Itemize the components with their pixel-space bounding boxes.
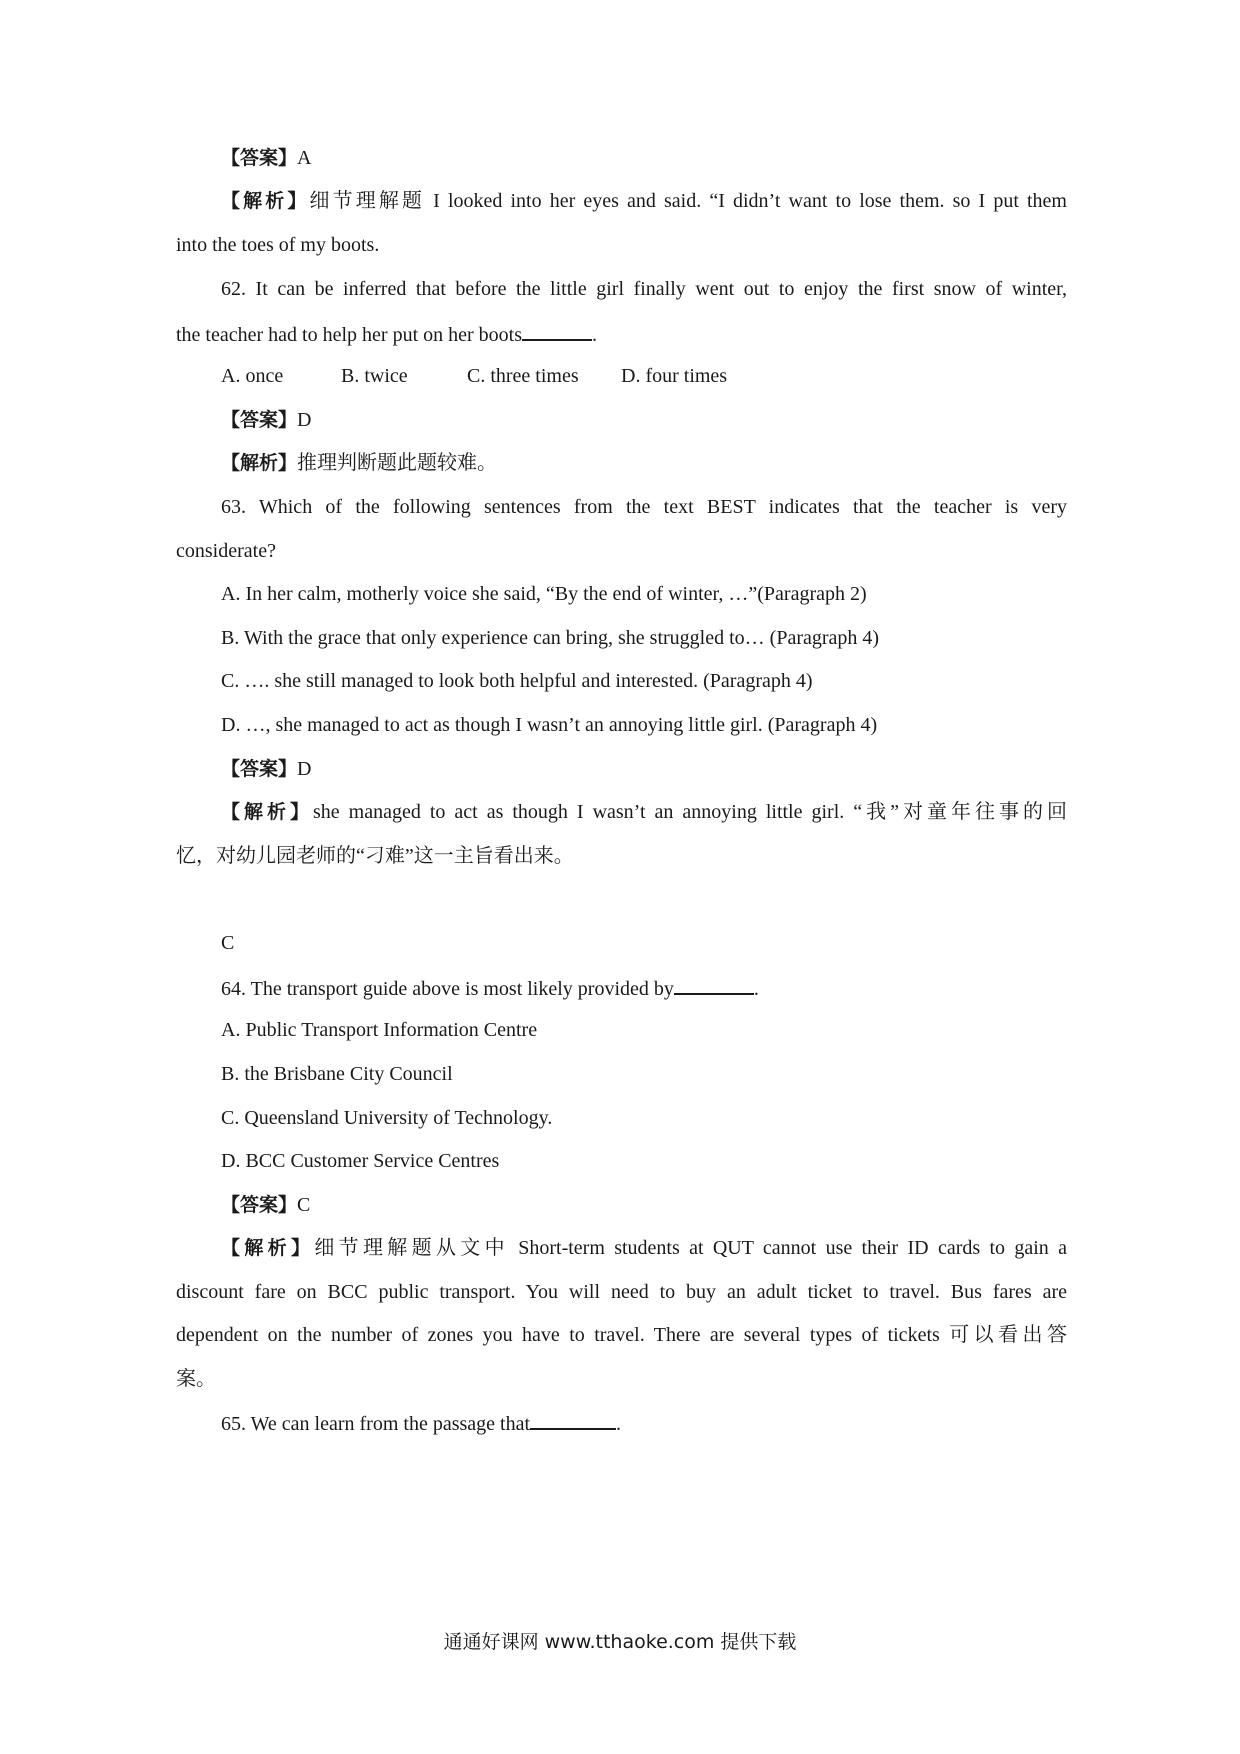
q65-stem — [221, 1410, 621, 1436]
q64-answer — [221, 1193, 310, 1217]
answer-blank — [530, 1410, 616, 1430]
answer-value: D — [297, 758, 312, 780]
q63-analysis-line2: 忆，对幼儿园老师的“刁难”这一主旨看出来。 — [176, 845, 574, 867]
stem-end: . — [616, 1413, 622, 1435]
answer-label: 【答案】 — [221, 409, 298, 431]
stem-end: . — [592, 324, 597, 346]
q64-analysis-line1 — [221, 1236, 1067, 1260]
q64-option-c: C. Queensland University of Technology. — [221, 1107, 553, 1129]
q62-stem-line2 — [176, 321, 597, 347]
stem-text: 64. The transport guide above is most likely provided by — [221, 978, 674, 1000]
stem-text: the teacher had to help her put on her boots — [176, 324, 522, 346]
analysis-text: 细节理解题从文中 Short-term students at QUT cannot use their ID cards to gain a — [314, 1237, 1067, 1259]
q64-stem — [221, 975, 759, 1001]
q64-analysis-line3: dependent on the number of zones you have to travel. There are several types of tickets 可以看出答 — [176, 1324, 1067, 1346]
answer-label: 【答案】 — [221, 758, 298, 780]
q61-analysis-line1 — [221, 189, 1067, 213]
option-c: C. three times — [467, 365, 579, 387]
q64-option-d: D. BCC Customer Service Centres — [221, 1150, 500, 1172]
q63-stem-line2: considerate? — [176, 540, 276, 562]
q63-option-a: A. In her calm, motherly voice she said, “By the end of winter, …”(Paragraph 2) — [221, 583, 867, 605]
q64-analysis-line4: 案。 — [176, 1368, 216, 1390]
answer-blank — [522, 321, 592, 341]
analysis-text: 细节理解题 I looked into her eyes and said. “I didn’t want to lose them. so I put them — [309, 190, 1067, 212]
answer-label: 【答案】 — [221, 147, 298, 169]
analysis-label: 【解析】 — [221, 1237, 315, 1259]
analysis-label: 【解析】 — [221, 452, 298, 474]
page-footer: 通通好课网 www.tthaoke.com 提供下载 — [443, 1631, 797, 1653]
answer-value: D — [297, 409, 312, 431]
q61-analysis-line2: into the toes of my boots. — [176, 234, 380, 256]
section-letter: C — [221, 932, 235, 954]
answer-value: C — [297, 1194, 311, 1216]
q63-option-d: D. …, she managed to act as though I wasn’t an annoying little girl. (Paragraph 4) — [221, 714, 878, 736]
q64-option-a: A. Public Transport Information Centre — [221, 1019, 538, 1041]
analysis-label: 【解析】 — [221, 190, 310, 212]
q64-option-b: B. the Brisbane City Council — [221, 1063, 453, 1085]
q62-options — [221, 364, 727, 388]
q63-stem-line1: 63. Which of the following sentences from the text BEST indicates that the teacher is very — [221, 496, 1067, 518]
q63-analysis-line1 — [221, 800, 1067, 824]
option-d: D. four times — [621, 365, 728, 387]
q64-analysis-line2: discount fare on BCC public transport. You will need to buy an adult ticket to travel. Bus fares are — [176, 1281, 1067, 1303]
q61-answer — [221, 146, 311, 170]
q63-option-b: B. With the grace that only experience can bring, she struggled to… (Paragraph 4) — [221, 627, 880, 649]
answer-value: A — [297, 147, 312, 169]
answer-blank — [674, 975, 754, 995]
q62-stem-line1: 62. It can be inferred that before the little girl finally went out to enjoy the first snow of winter, — [221, 278, 1067, 300]
stem-text: 65. We can learn from the passage that — [221, 1413, 531, 1435]
option-b: B. twice — [341, 365, 408, 387]
stem-end: . — [753, 978, 759, 1000]
q63-answer — [221, 757, 311, 781]
q62-answer — [221, 408, 311, 432]
analysis-text: 推理判断题此题较难。 — [297, 452, 498, 474]
q63-option-c: C. …. she still managed to look both helpful and interested. (Paragraph 4) — [221, 670, 813, 692]
analysis-text: she managed to act as though I wasn’t an annoying little girl. “我”对童年往事的回 — [313, 801, 1067, 823]
analysis-label: 【解析】 — [221, 801, 313, 823]
option-a: A. once — [221, 365, 284, 387]
q62-analysis — [221, 451, 497, 475]
answer-label: 【答案】 — [221, 1194, 298, 1216]
